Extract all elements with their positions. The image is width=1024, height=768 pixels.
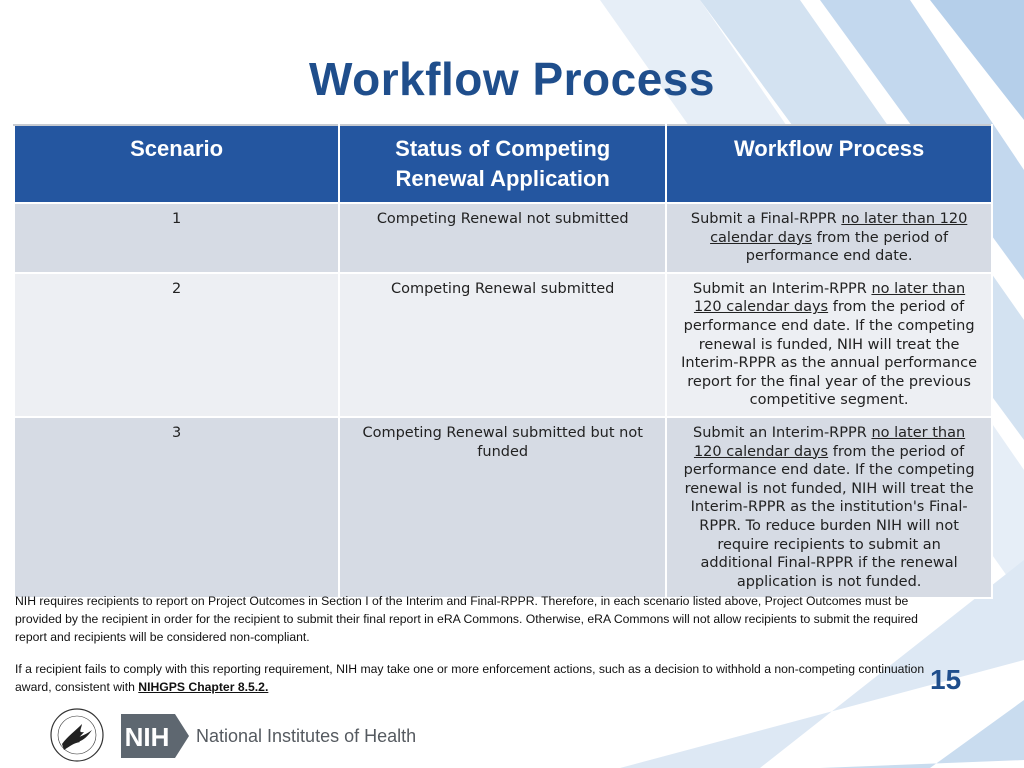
header-status-line1: Status of Competing xyxy=(395,136,611,161)
scenario-cell: 3 xyxy=(14,417,339,598)
deadline-text: no later than 120 calendar days xyxy=(693,424,966,460)
nih-logo xyxy=(121,714,189,758)
workflow-cell xyxy=(666,203,992,273)
table-header-row xyxy=(14,125,992,203)
hhs-eagle-seal-icon xyxy=(48,706,106,764)
header-workflow: Workflow Process xyxy=(666,125,992,203)
workflow-text-post: from the period of performance end date. If the competing renewal is funded, NIH will treat the Interim-RPPR as the annual performance report for the final year of the previous competitive segment. xyxy=(681,299,978,409)
header-scenario: Scenario xyxy=(14,125,339,203)
nihgps-chapter-link[interactable]: NIHGPS Chapter 8.5.2. xyxy=(138,680,269,694)
header-status xyxy=(339,125,666,203)
workflow-text-post: from the period of performance end date. xyxy=(745,229,949,265)
nih-logo-text: NIH xyxy=(124,722,170,752)
workflow-table xyxy=(13,124,993,599)
workflow-text-post: from the period of performance end date. If the competing renewal is not funded, NIH will treat the Interim-RPPR as the institution's Final-RPPR. To reduce burden NIH will not require recipients to submit an additional Final-RPPR if the renewal application is not funded. xyxy=(683,443,975,590)
deadline-text: no later than 120 calendar days xyxy=(693,280,966,316)
scenario-cell: 1 xyxy=(14,203,339,273)
project-outcomes-note: NIH requires recipients to report on Project Outcomes in Section I of the Interim and Final-RPPR. Therefore, in each scenario listed above, Project Outcomes must be provided by the recipient in order for the recipient to submit their final report in eRA Commons. Otherwise, eRA Commons will not allow recipients to submit the required report and recipients will be considered non-compliant. xyxy=(15,594,918,644)
workflow-text-pre: Submit a Final-RPPR xyxy=(690,211,842,227)
nih-name: National Institutes of Health xyxy=(196,726,417,746)
enforcement-note xyxy=(15,660,950,696)
table-row xyxy=(14,417,992,598)
header-status-line2: Renewal Application xyxy=(395,166,610,191)
page-number: 15 xyxy=(930,664,962,695)
page-title: Workflow Process xyxy=(309,53,715,105)
workflow-cell xyxy=(666,273,992,417)
workflow-text-pre: Submit an Interim-RPPR xyxy=(693,424,872,441)
enforcement-note-text: If a recipient fails to comply with this reporting requirement, NIH may take one or more enforcement actions, such as a decision to withhold a non-competing continuation award, consistent with xyxy=(15,662,925,694)
table-row xyxy=(14,203,992,273)
scenario-cell: 2 xyxy=(14,273,339,417)
status-cell: Competing Renewal not submitted xyxy=(339,203,666,273)
table-row xyxy=(14,273,992,417)
status-cell: Competing Renewal submitted but not funded xyxy=(339,417,666,598)
status-cell: Competing Renewal submitted xyxy=(339,273,666,417)
deadline-text: no later than 120 calendar days xyxy=(710,211,968,246)
workflow-text-pre: Submit an Interim-RPPR xyxy=(693,280,872,297)
workflow-cell xyxy=(666,417,992,598)
